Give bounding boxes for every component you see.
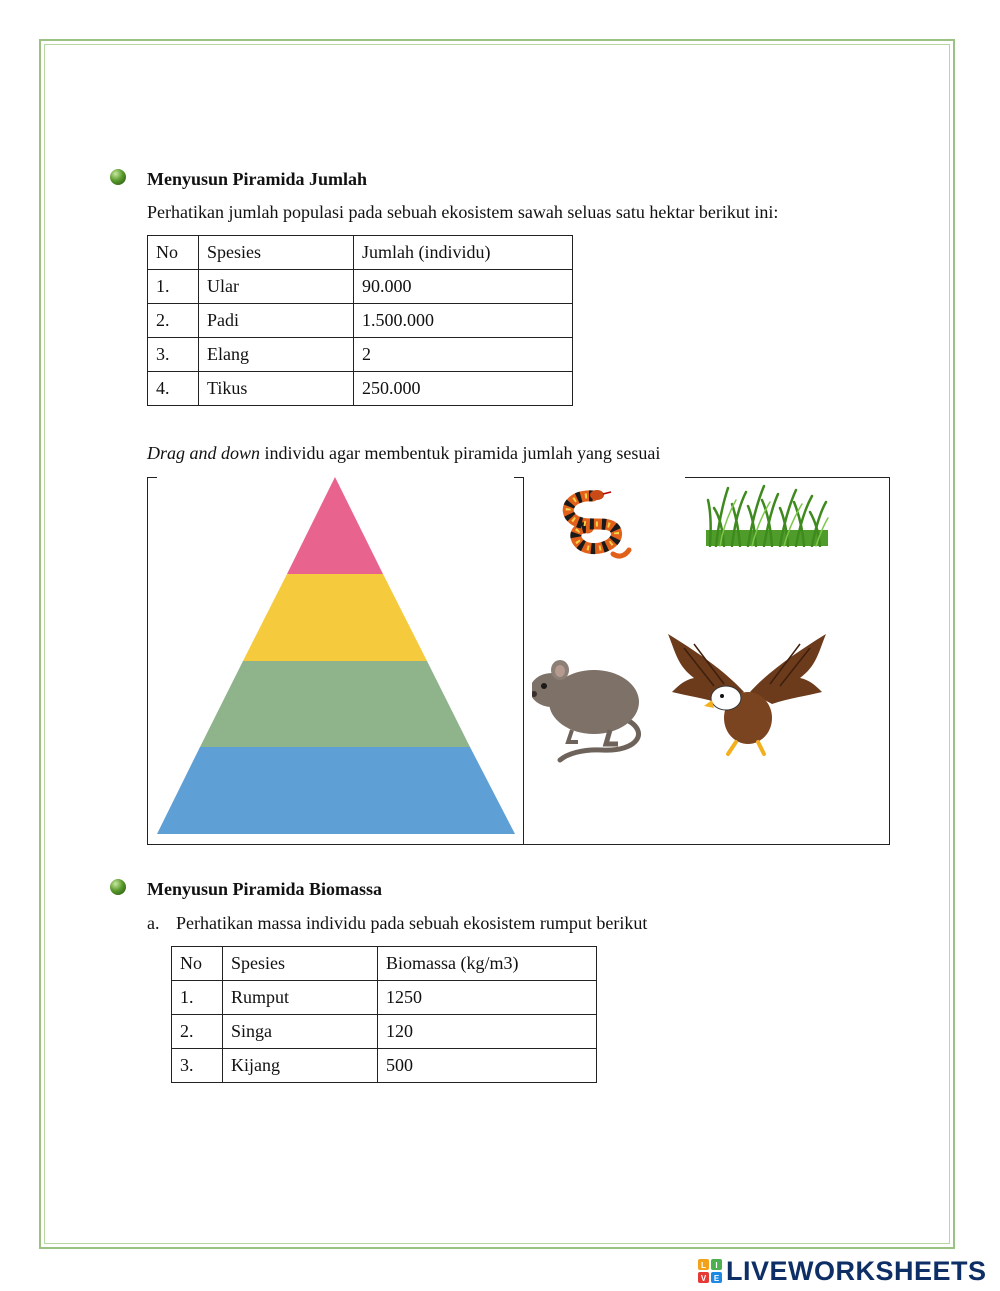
table-cell: 2. <box>148 304 199 338</box>
table-cell: 3. <box>172 1049 223 1083</box>
table-row <box>172 1015 597 1049</box>
table-row <box>172 1049 597 1083</box>
section2-marker: a. <box>147 913 160 933</box>
table-cell: Rumput <box>223 981 378 1015</box>
logo-letter: V <box>700 1274 707 1283</box>
population-table <box>147 235 573 406</box>
table-header-cell: Spesies <box>223 947 378 981</box>
table-cell: Ular <box>199 270 354 304</box>
table-cell: Padi <box>199 304 354 338</box>
section2-title: Menyusun Piramida Biomassa <box>147 879 383 899</box>
section1-title: Menyusun Piramida Jumlah <box>147 169 368 189</box>
pyramid-level-4[interactable] <box>157 747 515 834</box>
table-cell: 120 <box>378 1015 597 1049</box>
table-cell: 1.500.000 <box>354 304 573 338</box>
table-header-cell: No <box>172 947 223 981</box>
section1-intro: Perhatikan jumlah populasi pada sebuah ekosistem sawah seluas satu hektar berikut ini: <box>147 202 779 222</box>
table-header-row <box>148 236 573 270</box>
table-cell: 90.000 <box>354 270 573 304</box>
table-cell: Kijang <box>223 1049 378 1083</box>
table-cell: Singa <box>223 1015 378 1049</box>
table-cell: 1. <box>148 270 199 304</box>
rice-grass-image[interactable] <box>706 482 831 547</box>
mouse-image[interactable] <box>532 660 652 765</box>
table-header-cell: Spesies <box>199 236 354 270</box>
logo-letter: I <box>715 1261 718 1270</box>
table-cell: 250.000 <box>354 372 573 406</box>
table-row <box>148 270 573 304</box>
biomass-table <box>171 946 597 1083</box>
activity-divider <box>523 477 524 845</box>
bullet-icon <box>110 879 126 895</box>
table-cell: 2. <box>172 1015 223 1049</box>
table-row <box>172 981 597 1015</box>
bullet-icon <box>110 169 126 185</box>
logo-text: LIVEWORKSHEETS <box>726 1255 987 1286</box>
section2-intro: Perhatikan massa individu pada sebuah ekosistem rumput berikut <box>176 913 648 933</box>
table-header-cell: No <box>148 236 199 270</box>
table-cell: 500 <box>378 1049 597 1083</box>
snake-image[interactable] <box>553 484 638 566</box>
liveworksheets-logo <box>698 1255 987 1287</box>
eagle-image[interactable] <box>664 630 829 762</box>
pyramid-level-1[interactable] <box>287 477 383 574</box>
table-cell: Tikus <box>199 372 354 406</box>
pyramid-level-2[interactable] <box>243 574 427 661</box>
table-cell: Elang <box>199 338 354 372</box>
table-header-cell: Jumlah (individu) <box>354 236 573 270</box>
drag-instruction-italic: Drag and down <box>147 443 261 463</box>
table-header-cell: Biomassa (kg/m3) <box>378 947 597 981</box>
table-cell: 1. <box>172 981 223 1015</box>
table-cell: 4. <box>148 372 199 406</box>
table-cell: 2 <box>354 338 573 372</box>
pyramid-drop-zone <box>155 477 517 837</box>
table-cell: 3. <box>148 338 199 372</box>
table-row <box>148 304 573 338</box>
table-row <box>148 372 573 406</box>
drag-instruction <box>147 443 660 464</box>
drag-instruction-rest: individu agar membentuk piramida jumlah yang sesuai <box>260 443 661 463</box>
logo-letter: E <box>713 1274 720 1283</box>
box-top-edge <box>685 477 890 478</box>
pyramid-level-3[interactable] <box>200 661 470 747</box>
live-blocks-icon <box>698 1259 722 1283</box>
table-cell: 1250 <box>378 981 597 1015</box>
logo-letter: L <box>701 1261 706 1270</box>
table-header-row <box>172 947 597 981</box>
table-row <box>148 338 573 372</box>
